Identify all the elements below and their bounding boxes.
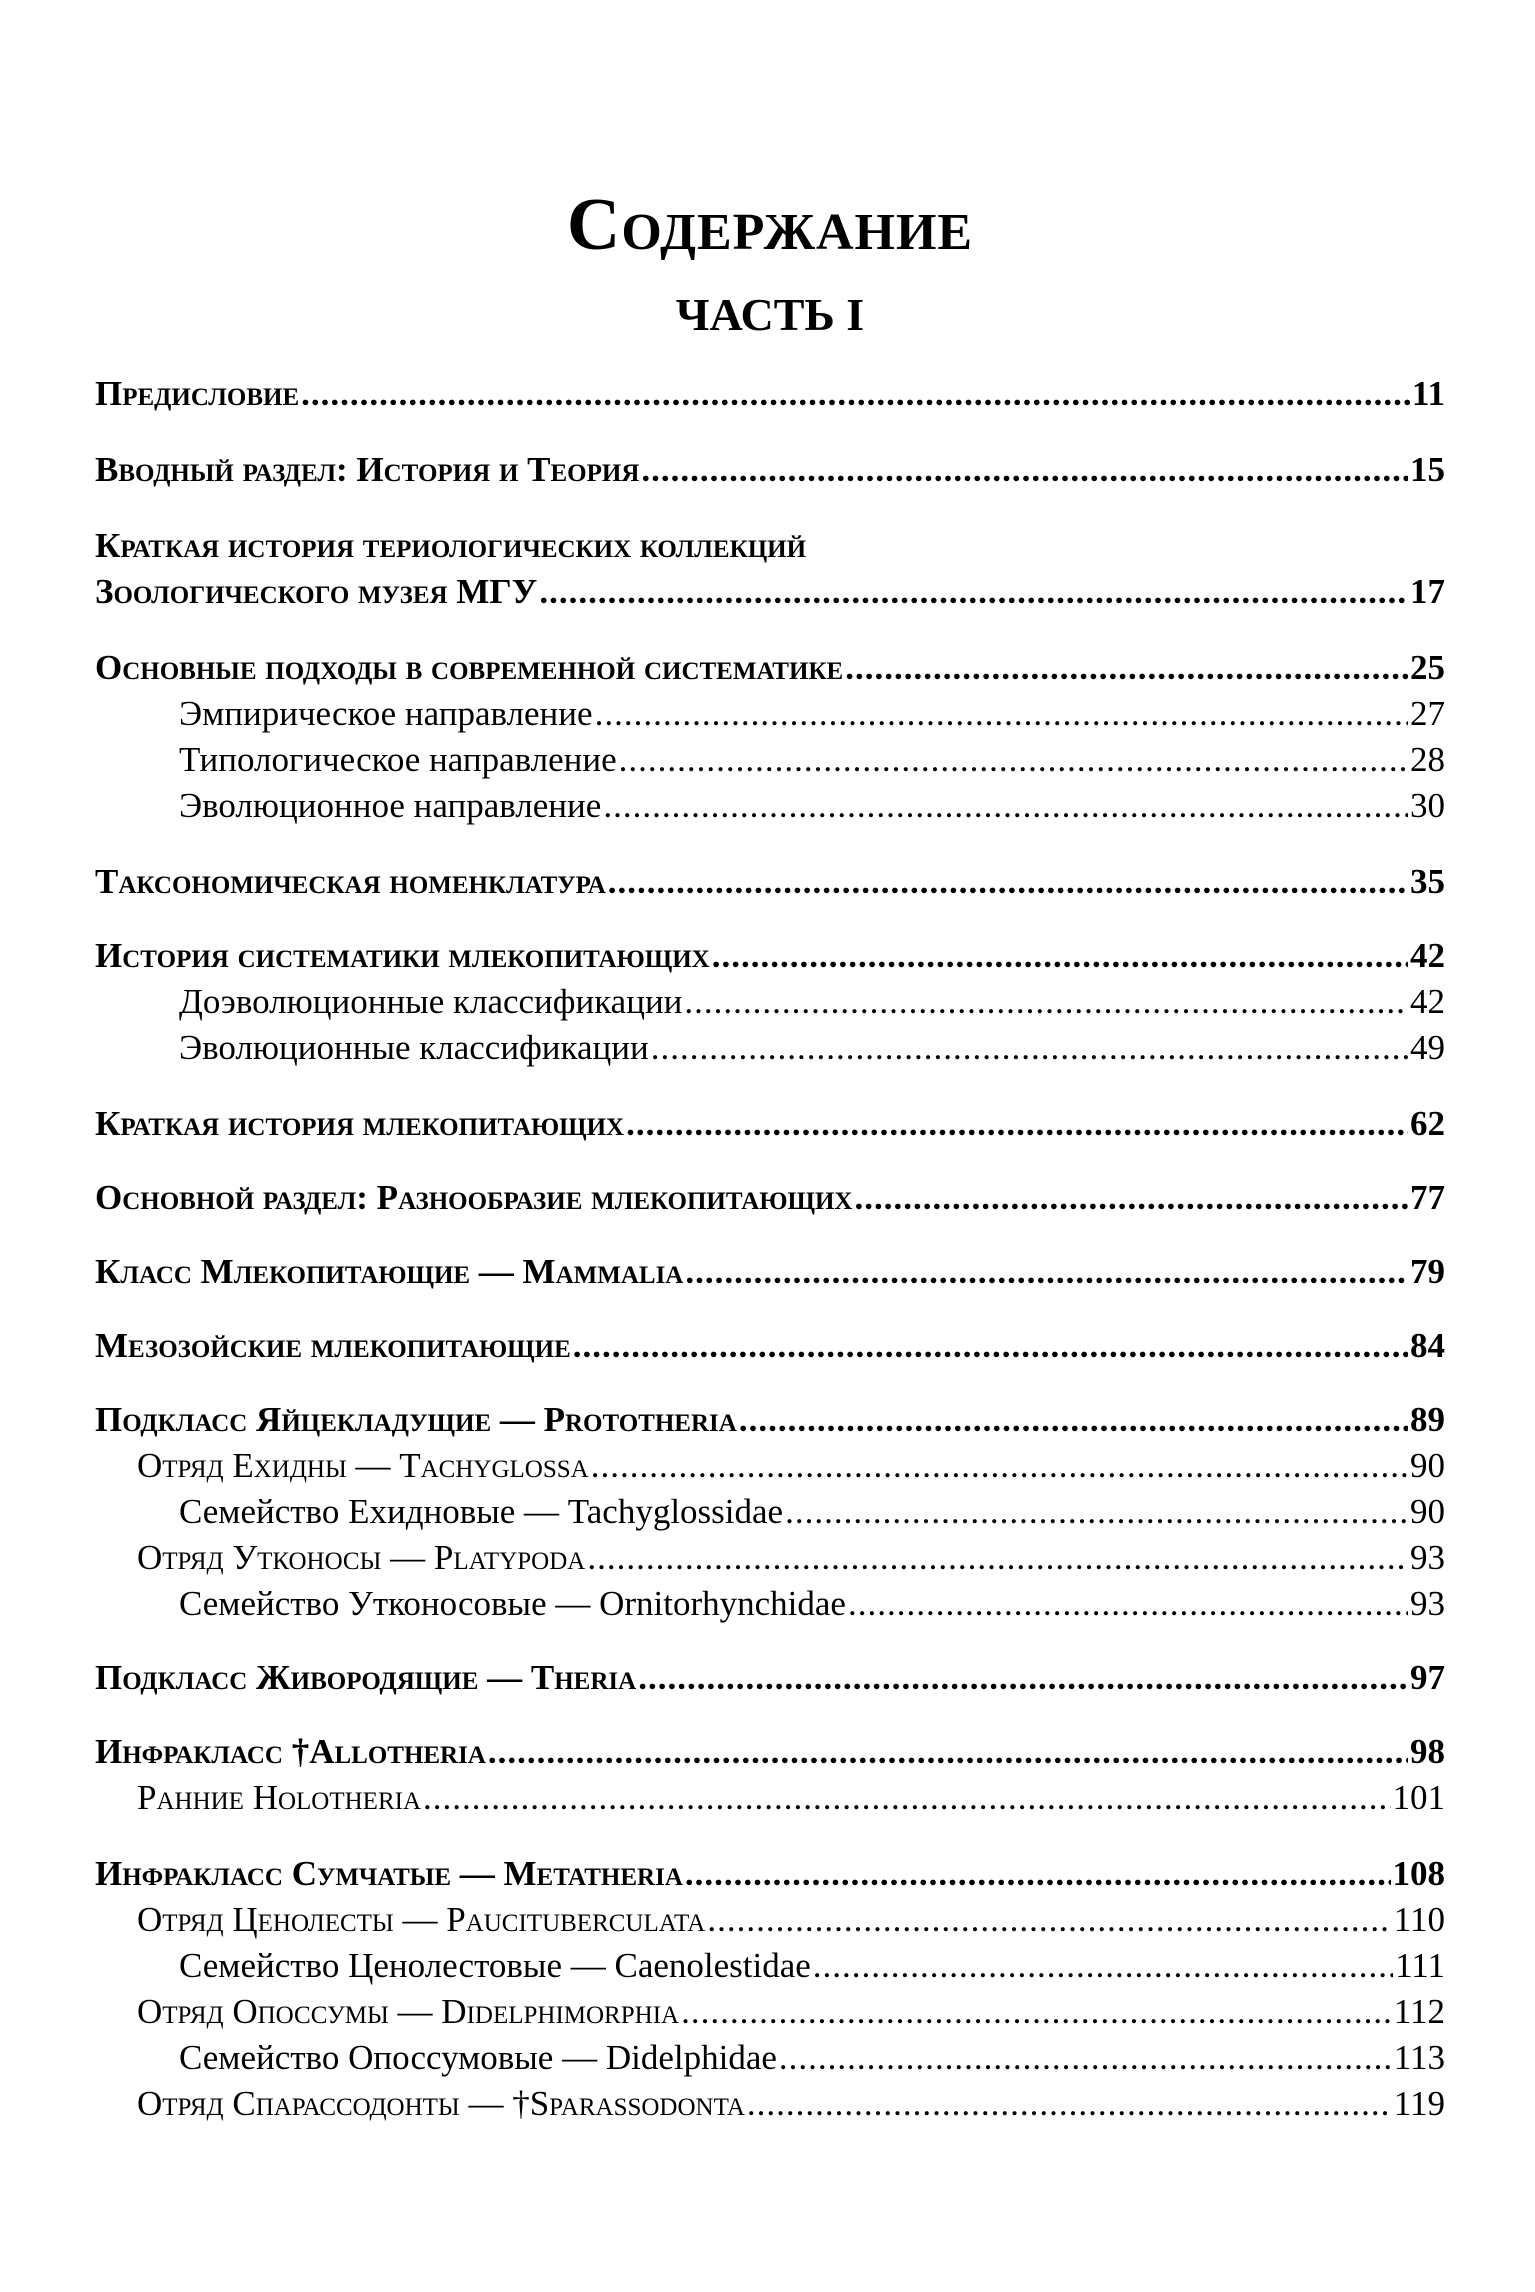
toc-entry[interactable]: Инфракласс Сумчатые — Metatheria ..... 108 [95,1850,1445,1898]
toc-entry[interactable]: Мезозойские млекопитающие ..... 84 [95,1322,1445,1370]
toc-entry[interactable]: Зоологического музея МГУ ..... 17 [95,568,1445,616]
page-title: Содержание [566,184,974,266]
toc-entry[interactable]: Класс Млекопитающие — Mammalia ..... 79 [95,1248,1445,1296]
toc-entry[interactable]: Отряд Утконосы — Platypoda ..... 93 [95,1534,1445,1582]
toc-entry[interactable]: Эволюционные классификации ..... 49 [95,1024,1445,1072]
toc-entry[interactable]: Предисловие ..... 11 [95,370,1445,418]
toc-entry[interactable]: Ранние Holotheria ..... 101 [95,1774,1445,1822]
toc-entry[interactable]: История систематики млекопитающих ..... 42 [95,932,1445,980]
toc-entry[interactable]: Краткая история териологических коллекций [95,526,807,565]
toc-entry[interactable]: Типологическое направление ..... 28 [95,736,1445,784]
toc-entry[interactable]: Основной раздел: Разнообразие млекопитающих ..... 77 [95,1174,1445,1222]
toc-entry[interactable]: Инфракласс †Allotheria ..... 98 [95,1728,1445,1776]
toc-entry[interactable]: Отряд Спарассодонты — †Sparassodonta ..... 119 [95,2080,1445,2128]
toc-entry[interactable]: Семейство Утконосовые — Ornitorhynchidae ..... 93 [95,1580,1445,1628]
toc-entry[interactable]: Подкласс Живородящие — Theria ..... 97 [95,1654,1445,1702]
toc-entry[interactable]: Отряд Опоссумы — Didelphimorphia ..... 112 [95,1988,1445,2036]
toc-entry[interactable]: Доэволюционные классификации ..... 42 [95,978,1445,1026]
part-heading: ЧАСТЬ I [675,289,865,340]
toc-entry[interactable]: Краткая история млекопитающих ..... 62 [95,1100,1445,1148]
toc-entry[interactable]: Вводный раздел: История и Теория ..... 15 [95,446,1445,494]
toc-entry[interactable]: Таксономическая номенклатура ..... 35 [95,858,1445,906]
toc-entry[interactable]: Семейство Ценолестовые — Caenolestidae ..... 111 [95,1942,1445,1990]
toc-entry[interactable]: Семейство Ехидновые — Tachyglossidae ..... 90 [95,1488,1445,1536]
toc-entry[interactable]: Основные подходы в современной систематике ..... 25 [95,644,1445,692]
toc-entry[interactable]: Эмпирическое направление ..... 27 [95,690,1445,738]
toc-entry[interactable]: Отряд Ценолесты — Paucituberculata ..... 110 [95,1896,1445,1944]
toc-entry[interactable]: Подкласс Яйцекладущие — Prototheria ..... 89 [95,1396,1445,1444]
toc-entry[interactable]: Семейство Опоссумовые — Didelphidae ..... 113 [95,2034,1445,2082]
toc-entry[interactable]: Эволюционное направление ..... 30 [95,782,1445,830]
toc-entry[interactable]: Отряд Ехидны — Tachyglossa ..... 90 [95,1442,1445,1490]
toc-page [95,0,1445,2292]
